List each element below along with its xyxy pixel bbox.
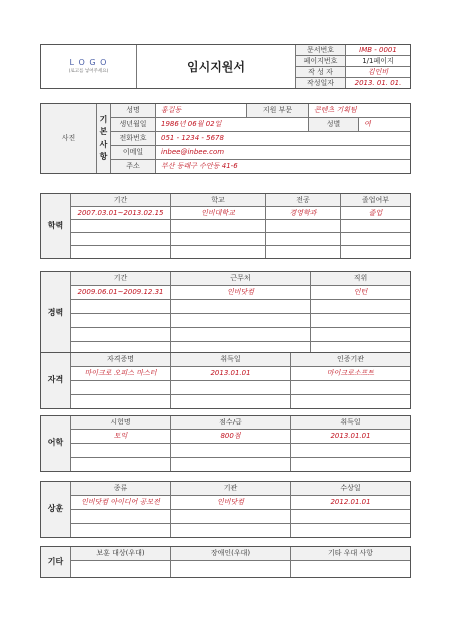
table-row [41, 207, 411, 220]
cert-issuer: 마이크로소프트 [291, 367, 411, 381]
career-header-period: 기간 [71, 272, 171, 286]
table-row [41, 496, 411, 510]
table-cell [71, 510, 171, 524]
lang-test: 토익 [71, 430, 171, 444]
table-row [41, 233, 411, 246]
table-cell [171, 458, 291, 472]
header-table [40, 44, 411, 89]
table-cell [291, 395, 411, 409]
table-cell [266, 246, 341, 259]
cert-header-date: 취득일 [171, 353, 291, 367]
career-table [40, 271, 411, 356]
document-title: 임시지원서 [137, 45, 296, 89]
table-cell [71, 300, 171, 314]
table-cell [291, 381, 411, 395]
lang-score: 800점 [171, 430, 291, 444]
table-cell [71, 444, 171, 458]
table-cell [171, 395, 291, 409]
table-cell [171, 328, 311, 342]
certificates-section-label: 자격 [41, 353, 71, 409]
table-row [41, 444, 411, 458]
career-header-position: 직위 [311, 272, 411, 286]
edu-header-major: 전공 [266, 194, 341, 207]
basic-section-label: 기본사항 [97, 104, 111, 174]
table-row [41, 524, 411, 538]
logo-note: (로고를 넣어주세요) [68, 68, 109, 74]
language-table [40, 415, 411, 472]
awards-table [40, 481, 411, 538]
table-cell [171, 220, 266, 233]
logo-box [41, 45, 137, 89]
table-row [41, 328, 411, 342]
award-header-type: 종류 [71, 482, 171, 496]
email-label: 이메일 [111, 146, 156, 160]
table-cell [311, 328, 411, 342]
table-cell [71, 524, 171, 538]
career-position: 인턴 [311, 286, 411, 300]
table-row [41, 314, 411, 328]
table-cell [341, 246, 411, 259]
table-cell [71, 314, 171, 328]
etc-veteran [71, 561, 171, 578]
table-cell [291, 524, 411, 538]
table-cell [171, 524, 291, 538]
date-value: 2013. 01. 01. [346, 78, 411, 89]
phone-value: 051 - 1234 - 5678 [156, 132, 411, 146]
doc-number-label: 문서번호 [296, 45, 346, 56]
career-header-workplace: 근무처 [171, 272, 311, 286]
cert-date: 2013.01.01 [171, 367, 291, 381]
author-value: 김인비 [346, 67, 411, 78]
table-row [41, 367, 411, 381]
etc-table [40, 546, 411, 578]
page-number-label: 페이지번호 [296, 56, 346, 67]
table-cell [171, 300, 311, 314]
name-label: 성명 [111, 104, 156, 118]
award-date: 2012.01.01 [291, 496, 411, 510]
table-row [41, 300, 411, 314]
edu-period: 2007.03.01~2013.02.15 [71, 207, 171, 220]
table-cell [71, 328, 171, 342]
table-cell [71, 381, 171, 395]
awards-section-label: 상훈 [41, 482, 71, 538]
lang-date: 2013.01.01 [291, 430, 411, 444]
table-row [41, 246, 411, 259]
table-cell [291, 510, 411, 524]
table-row [41, 561, 411, 578]
lang-header-test: 시험명 [71, 416, 171, 430]
etc-header-veteran: 보훈 대상(우대) [71, 547, 171, 561]
career-workplace: 인비닷컴 [171, 286, 311, 300]
table-cell [291, 444, 411, 458]
award-header-org: 기관 [171, 482, 291, 496]
phone-label: 전화번호 [111, 132, 156, 146]
table-row [41, 430, 411, 444]
etc-header-other: 기타 우대 사항 [291, 547, 411, 561]
birth-value: 1986년 06월 02일 [156, 118, 309, 132]
table-cell [171, 510, 291, 524]
table-cell [171, 381, 291, 395]
photo-box: 사진 [41, 104, 97, 174]
etc-other [291, 561, 411, 578]
address-value: 부산 동래구 수안동 41-6 [156, 160, 411, 174]
education-section-label: 학력 [41, 194, 71, 259]
table-row [41, 458, 411, 472]
certificates-table [40, 352, 411, 409]
birth-label: 생년월일 [111, 118, 156, 132]
table-cell [71, 395, 171, 409]
cert-header-name: 자격증명 [71, 353, 171, 367]
edu-header-period: 기간 [71, 194, 171, 207]
edu-school: 인비대학교 [171, 207, 266, 220]
table-cell [71, 220, 171, 233]
table-cell [311, 314, 411, 328]
cert-name: 마이크로 오피스 마스터 [71, 367, 171, 381]
edu-major: 경영학과 [266, 207, 341, 220]
table-row [41, 381, 411, 395]
doc-number-value: IMB - 0001 [346, 45, 411, 56]
date-label: 작성일자 [296, 78, 346, 89]
language-section-label: 어학 [41, 416, 71, 472]
logo-text: L O G O [69, 57, 108, 67]
lang-header-score: 점수/급 [171, 416, 291, 430]
table-cell [266, 220, 341, 233]
edu-header-school: 학교 [171, 194, 266, 207]
table-cell [266, 233, 341, 246]
table-row [41, 220, 411, 233]
table-cell [171, 444, 291, 458]
lang-header-date: 취득일 [291, 416, 411, 430]
table-cell [71, 246, 171, 259]
basic-info-table [40, 103, 411, 174]
table-cell [71, 458, 171, 472]
table-cell [341, 233, 411, 246]
table-cell [341, 220, 411, 233]
dept-label: 지원 부문 [247, 104, 309, 118]
award-type: 인비닷컴 아이디어 공모전 [71, 496, 171, 510]
table-cell [71, 233, 171, 246]
etc-header-disability: 장애인(우대) [171, 547, 291, 561]
gender-label: 성별 [309, 118, 359, 132]
table-cell [291, 458, 411, 472]
page-number-value: 1/1페이지 [346, 56, 411, 67]
author-label: 작 성 자 [296, 67, 346, 78]
dept-value: 콘텐츠 기획팀 [309, 104, 411, 118]
etc-disability [171, 561, 291, 578]
gender-value: 여 [359, 118, 411, 132]
table-cell [171, 233, 266, 246]
address-label: 주소 [111, 160, 156, 174]
career-period: 2009.06.01~2009.12.31 [71, 286, 171, 300]
award-header-date: 수상일 [291, 482, 411, 496]
edu-header-graduation: 졸업여부 [341, 194, 411, 207]
career-section-label: 경력 [41, 272, 71, 356]
table-cell [171, 314, 311, 328]
table-cell [171, 246, 266, 259]
table-row [41, 286, 411, 300]
table-row [41, 510, 411, 524]
table-cell [311, 300, 411, 314]
education-table [40, 193, 411, 259]
etc-section-label: 기타 [41, 547, 71, 578]
name-value: 홍길동 [156, 104, 247, 118]
table-row [41, 395, 411, 409]
email-value: inbee@inbee.com [156, 146, 411, 160]
cert-header-issuer: 인증기관 [291, 353, 411, 367]
edu-graduation: 졸업 [341, 207, 411, 220]
award-org: 인비닷컴 [171, 496, 291, 510]
